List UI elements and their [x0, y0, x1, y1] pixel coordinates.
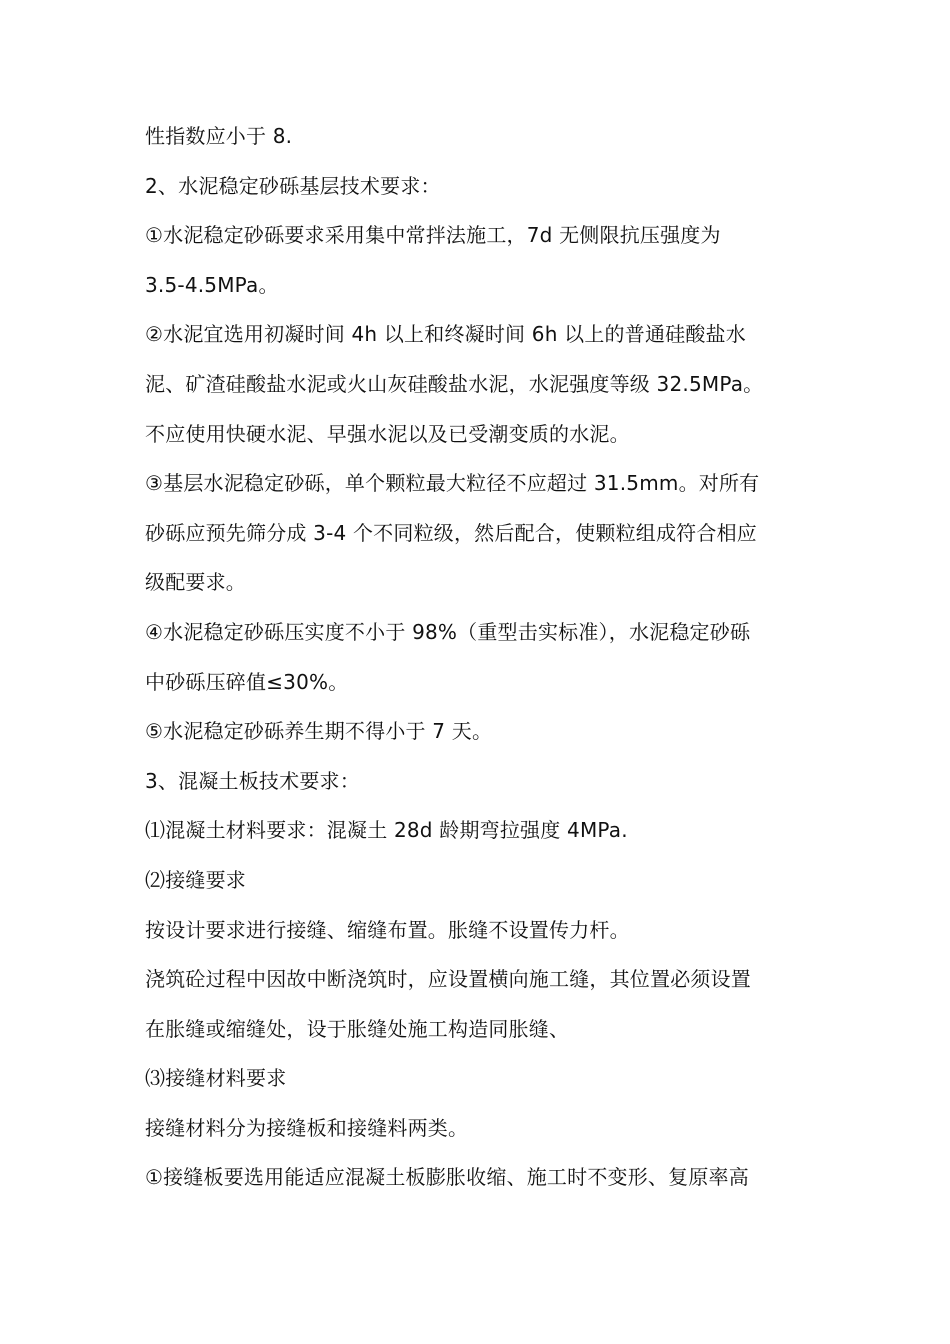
text-line: ②水泥宜选用初凝时间 4h 以上和终凝时间 6h 以上的普通硅酸盐水 [145, 322, 746, 347]
text-line: 3.5-4.5MPa。 [145, 272, 279, 297]
text-line: ①水泥稳定砂砾要求采用集中常拌法施工，7d 无侧限抗压强度为 [145, 223, 721, 248]
text-line: 不应使用快硬水泥、早强水泥以及已受潮变质的水泥。 [145, 421, 630, 446]
text-line: 砂砾应预先筛分成 3-4 个不同粒级，然后配合，使颗粒组成符合相应 [145, 520, 757, 545]
text-line: 性指数应小于 8. [145, 124, 293, 148]
text-line: 泥、矿渣硅酸盐水泥或火山灰硅酸盐水泥，水泥强度等级 32.5MPa。 [145, 371, 764, 396]
text-line: ④水泥稳定砂砾压实度不小于 98%（重型击实标准），水泥稳定砂砾 [145, 619, 751, 644]
text-line: 接缝材料分为接缝板和接缝料两类。 [145, 1115, 469, 1140]
text-line: 浇筑砼过程中因故中断浇筑时，应设置横向施工缝，其位置必须设置 [145, 967, 751, 992]
text-line: ⑴混凝土材料要求：混凝土 28d 龄期弯拉强度 4MPa. [145, 818, 628, 843]
text-line: 按设计要求进行接缝、缩缝布置。胀缝不设置传力杆。 [145, 917, 630, 942]
text-line: 在胀缝或缩缝处，设于胀缝处施工构造同胀缝、 [145, 1016, 570, 1041]
text-line: ①接缝板要选用能适应混凝土板膨胀收缩、施工时不变形、复原率高 [145, 1165, 749, 1190]
subheading: ⑶接缝材料要求 [145, 1066, 287, 1091]
subheading: ⑵接缝要求 [145, 867, 246, 892]
document-body [145, 112, 810, 1203]
text-line: ⑤水泥稳定砂砾养生期不得小于 7 天。 [145, 719, 493, 744]
text-line: 级配要求。 [145, 570, 246, 595]
section-heading: 3、混凝土板技术要求： [145, 768, 360, 793]
section-heading: 2、水泥稳定砂砾基层技术要求： [145, 173, 441, 198]
text-line: 中砂砾压碎值≤30%。 [145, 669, 349, 694]
text-line: ③基层水泥稳定砂砾，单个颗粒最大粒径不应超过 31.5mm。对所有 [145, 471, 760, 496]
